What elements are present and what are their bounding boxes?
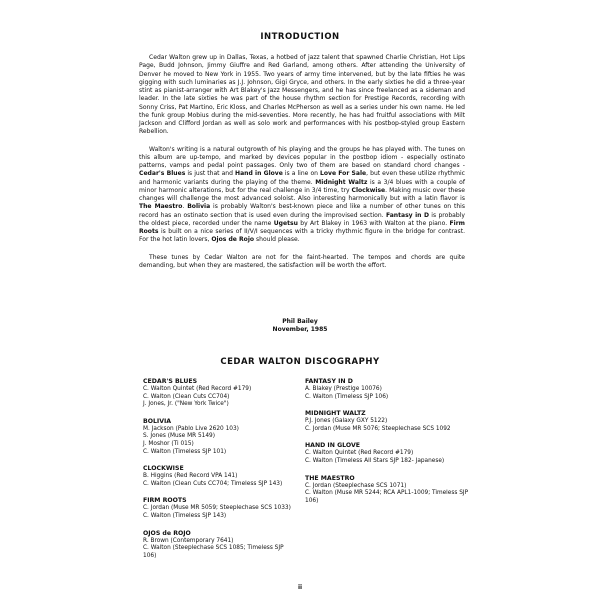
recording-line: C. Walton (Timeless SJP 143): [143, 512, 227, 519]
recording-line: C. Jordan (Steeplechase SCS 1071): [305, 482, 407, 489]
tune-title: OJOS de ROJO: [143, 529, 191, 537]
recording-line: C. Walton Quintet (Red Record #179): [143, 386, 252, 392]
intro-heading: INTRODUCTION: [260, 32, 340, 42]
discography-entry: [305, 475, 480, 506]
recording-line: J. Jones, Jr. ("New York Twice"): [143, 401, 229, 408]
discography-entry: [143, 497, 293, 520]
discography-left-column: [143, 378, 293, 569]
recording-line: C. Jordan (Muse MR 5059; Steeplechase SCS 1033): [143, 505, 291, 512]
discography-entry: [305, 442, 480, 465]
tune-title: CLOCKWISE: [143, 465, 184, 473]
discography-entry: [305, 410, 480, 433]
recording-line: S. Jones (Muse MR 5149): [143, 433, 215, 440]
signature-date: November, 1985: [272, 326, 328, 333]
intro-paragraph: These tunes by Cedar Walton are not for the faint-hearted. The tempos and chords are quite demanding, but when they are mastered, the satisfaction will be worth the effort.: [139, 253, 465, 269]
discography-heading: CEDAR WALTON DISCOGRAPHY: [220, 357, 380, 367]
recording-line: C. Walton (Timeless All Stars SJP 182- Japanese): [305, 457, 445, 464]
recording-line: P.J. Jones (Galaxy GXY 5122): [305, 418, 388, 425]
page-number: ii: [297, 584, 303, 591]
tune-title: MIDNIGHT WALTZ: [305, 410, 366, 418]
discography-right-column: [305, 378, 480, 514]
recording-line: C. Walton (Muse MR 5244; RCA APL1-1009; Timeless SJP 106): [305, 490, 469, 504]
recording-line: C. Walton (Clean Cuts CC704): [143, 393, 230, 400]
recording-line: J. Moshor (Ti 015): [143, 440, 194, 447]
recording-line: M. Jackson (Pablo Live 2620 103): [143, 425, 239, 432]
signature: [0, 318, 600, 334]
discography-entry: [143, 378, 293, 409]
recording-line: C. Walton (Timeless SJP 106): [305, 393, 389, 400]
recording-line: C. Walton (Timeless SJP 101): [143, 448, 227, 455]
recording-line: A. Blakey (Prestige 10076): [305, 386, 382, 392]
intro-paragraph: Walton's writing is a natural outgrowth of his playing and the groups he has played with. The tunes on this album are up-tempo, and marked by devices popular in the postbop idiom - especially ostinato patterns, vamps and pedal point passages. Only two of them are based on standard chord changes - Cedar's Blues is just that and Hand in Glove is a line on Love For Sale, but even these utilize rhythmic and harmonic variants during the playing of the theme. Midnight Waltz is a 3/4 blues with a couple of minor harmonic alterations, but for the real challenge in 3/4 time, try Clockwise. Making music over these changes will challenge the most advanced soloist. Also interesting harmonically but with a latin flavor is The Maestro. Bolivia is probably Walton's best-known piece and like a number of other tunes on this record has an ostinato section that is used even during the improvised section. Fantasy in D is probably the oldest piece, recorded under the name Ugetsu by Art Blakey in 1963 with Walton at the piano. Firm Roots is built on a nice series of II/V/I sequences with a tricky rhythmic figure in the bridge for contrast. For the hot latin lovers, Ojos de Rojo should please.: [139, 145, 465, 244]
recording-line: C. Walton (Clean Cuts CC704; Timeless SJP 143): [143, 480, 283, 487]
tune-title: CEDAR'S BLUES: [143, 378, 198, 385]
recording-line: C. Walton Quintet (Red Record #179): [305, 450, 414, 457]
tune-title: FIRM ROOTS: [143, 497, 187, 505]
tune-title: THE MAESTRO: [305, 474, 355, 482]
recording-line: C. Walton (Steeplechase SCS 1085; Timeless SJP 106): [143, 545, 284, 559]
discography-entry: [143, 465, 293, 488]
discography-entry: [143, 530, 293, 561]
discography-entry: [143, 418, 293, 456]
discography-entry: [305, 378, 480, 401]
recording-line: R. Brown (Contemporary 7641): [143, 537, 234, 544]
tune-title: FANTASY IN D: [305, 378, 353, 385]
intro-paragraph: Cedar Walton grew up in Dallas, Texas, a hotbed of jazz talent that spawned Charlie Christian, Hot Lips Page, Budd Johnson, Jimmy Giuffre and Red Garland, among others. After attending the University of Denver he moved to New York in 1955. Two years of army time intervened, but by the late fifties he was gigging with such luminaries as J.J. Johnson, Gigi Gryce, and others. In the early sixties he did a three-year stint as pianist-arranger with Art Blakey's Jazz Messengers, and he has since freelanced as a sideman and leader. In the late sixties he was part of the house rhythm section for Prestige Records, recording with Sonny Criss, Pat Martino, Eric Kloss, and Charles McPherson as well as a series under his own name. He led the funk group Mobius during the mid-seventies. More recently, he has had fruitful associations with Milt Jackson and Clifford Jordan as well as solo work and performances with his postbop-styled group Eastern Rebellion.: [139, 54, 465, 136]
intro-text: [139, 54, 465, 279]
recording-line: B. Higgins (Red Record VPA 141): [143, 473, 238, 480]
recording-line: C. Jordan (Muse MR 5076; Steeplechase SCS 1092: [305, 425, 451, 432]
tune-title: HAND IN GLOVE: [305, 442, 360, 450]
tune-title: BOLIVIA: [143, 417, 172, 425]
signature-name: Phil Bailey: [282, 318, 318, 325]
